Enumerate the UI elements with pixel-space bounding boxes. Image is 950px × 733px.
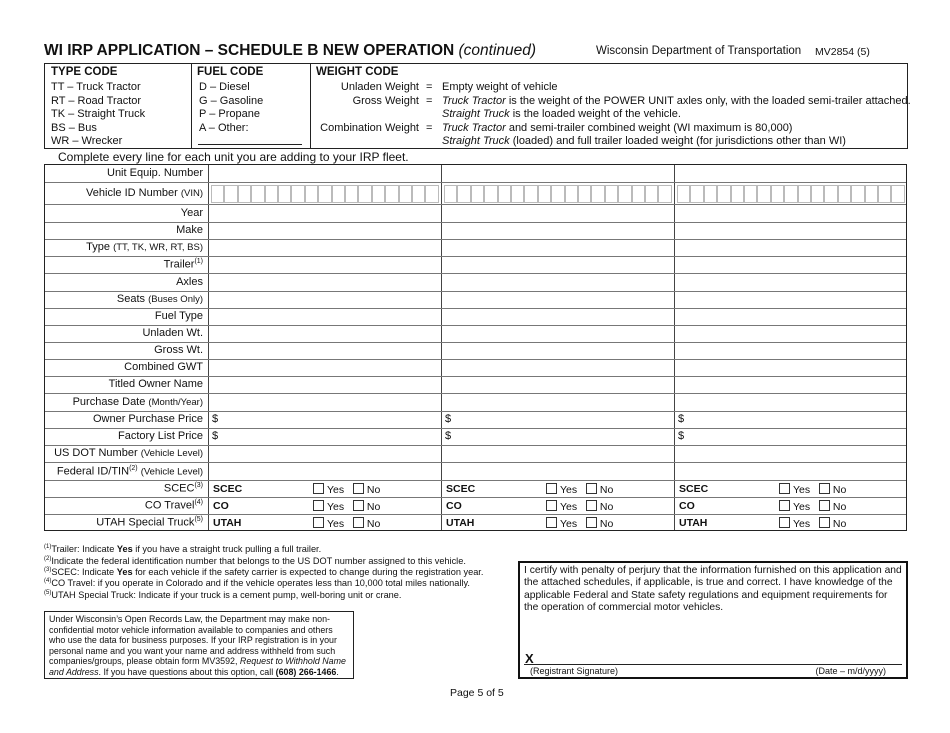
row-label-owner-price: Owner Purchase Price bbox=[92, 413, 203, 425]
row-label-utah bbox=[45, 516, 203, 529]
page-number: Page 5 of 5 bbox=[450, 687, 504, 699]
column-divider bbox=[674, 165, 675, 530]
row-label-owner: Titled Owner Name bbox=[108, 378, 203, 390]
vin-char-box[interactable] bbox=[658, 185, 671, 203]
yes-label: Yes bbox=[560, 501, 578, 513]
footnote-2 bbox=[44, 556, 466, 566]
vin-char-box[interactable] bbox=[690, 185, 703, 203]
vin-char-box[interactable] bbox=[332, 185, 345, 203]
gross-weight-def-1 bbox=[442, 95, 911, 107]
footnote-1 bbox=[44, 544, 321, 554]
gross-weight-def-2 bbox=[442, 108, 681, 120]
yes-no-choice bbox=[313, 517, 380, 530]
currency-sign: $ bbox=[445, 430, 452, 442]
no-checkbox[interactable] bbox=[819, 517, 830, 528]
row-code: SCEC bbox=[213, 483, 243, 495]
vin-char-box[interactable] bbox=[704, 185, 717, 203]
vin-char-box[interactable] bbox=[457, 185, 470, 203]
row-label-purchase-date bbox=[45, 396, 203, 408]
vin-char-box[interactable] bbox=[878, 185, 891, 203]
form-number: MV2854 (5) bbox=[815, 46, 870, 58]
vin-char-box[interactable] bbox=[511, 185, 524, 203]
vin-char-box[interactable] bbox=[798, 185, 811, 203]
footnote-text: CO Travel: if you operate in Colorado and if the vehicle operates less than 10,000 total miles nationally. bbox=[51, 578, 470, 589]
row-divider bbox=[45, 273, 906, 274]
no-label: No bbox=[366, 501, 381, 513]
label-note: (Buses Only) bbox=[148, 294, 203, 305]
label-text: Purchase Date bbox=[72, 396, 146, 408]
vin-char-box[interactable] bbox=[744, 185, 757, 203]
phone-number: (608) 266-1466 bbox=[275, 666, 337, 677]
equals-sign: = bbox=[426, 95, 433, 107]
row-divider bbox=[45, 308, 906, 309]
footnote-text: Trailer: Indicate bbox=[51, 544, 117, 555]
vin-char-box[interactable] bbox=[345, 185, 358, 203]
definition: is the weight of the POWER UNIT axles only, with the loaded semi-trailer attached. bbox=[505, 95, 911, 107]
row-label-fuel: Fuel Type bbox=[154, 310, 203, 322]
yes-checkbox[interactable] bbox=[779, 517, 790, 528]
term: Truck Tractor bbox=[442, 95, 506, 107]
vin-char-box[interactable] bbox=[425, 185, 438, 203]
department-name: Wisconsin Department of Transportation bbox=[596, 45, 802, 57]
row-label-seats bbox=[45, 293, 203, 305]
row-divider bbox=[45, 204, 906, 205]
row-label-fedid bbox=[45, 465, 203, 478]
vin-char-box[interactable] bbox=[291, 185, 304, 203]
row-divider bbox=[45, 497, 906, 498]
label-text: UTAH Special Truck bbox=[96, 516, 195, 529]
vin-char-box[interactable] bbox=[498, 185, 511, 203]
row-label-year: Year bbox=[180, 207, 203, 219]
row-code: SCEC bbox=[679, 483, 709, 495]
footnote-text: for each vehicle if the safety carrier is expected to change during the registration year. bbox=[132, 567, 484, 578]
type-code-item: TT – Truck Tractor bbox=[51, 81, 141, 93]
footnote-mark: (1) bbox=[44, 544, 52, 550]
type-code-item: RT – Road Tractor bbox=[51, 95, 142, 107]
label-text: US DOT Number bbox=[54, 447, 138, 459]
vin-char-box[interactable] bbox=[838, 185, 851, 203]
label-text: Type bbox=[86, 241, 111, 253]
row-label-axles: Axles bbox=[176, 276, 203, 288]
row-divider bbox=[45, 291, 906, 292]
row-label-type bbox=[45, 241, 203, 253]
row-label-unit: Unit Equip. Number bbox=[107, 167, 203, 179]
legend-divider bbox=[191, 64, 192, 148]
vin-char-box[interactable] bbox=[385, 185, 398, 203]
vin-char-box[interactable] bbox=[757, 185, 770, 203]
row-divider bbox=[45, 376, 906, 377]
row-code: UTAH bbox=[213, 517, 242, 529]
yes-checkbox[interactable] bbox=[313, 500, 324, 511]
yes-checkbox[interactable] bbox=[779, 483, 790, 494]
combination-weight-def-1 bbox=[442, 122, 792, 134]
footnote-ref: (3) bbox=[194, 482, 203, 489]
fuel-code-item: P – Propane bbox=[199, 108, 260, 120]
gross-weight-label: Gross Weight bbox=[352, 95, 419, 107]
form-title: Request to Withhold Name and Address bbox=[49, 656, 346, 677]
yes-checkbox[interactable] bbox=[546, 517, 557, 528]
other-fuel-line bbox=[198, 144, 302, 145]
vin-char-box[interactable] bbox=[618, 185, 631, 203]
yes-label: Yes bbox=[327, 518, 345, 530]
footnote-mark: (2) bbox=[44, 556, 52, 562]
vin-char-box[interactable] bbox=[565, 185, 578, 203]
footnote-3 bbox=[44, 567, 483, 577]
row-code: SCEC bbox=[446, 483, 476, 495]
notice-text: Under Wisconsin’s Open Records Law, the Department may make non-confidential motor vehicle information available to companies and others who use the data for business purposes. If your IRP registration is in your personal name and you want your name and address withheld from such companies/groups, please obtain form MV3592, bbox=[49, 614, 337, 667]
type-code-heading: TYPE CODE bbox=[51, 66, 118, 78]
no-label: No bbox=[599, 501, 614, 513]
yes-checkbox[interactable] bbox=[313, 483, 324, 494]
vin-char-box[interactable] bbox=[372, 185, 385, 203]
row-label-scec bbox=[45, 482, 203, 495]
row-divider bbox=[45, 359, 906, 360]
no-label: No bbox=[599, 484, 614, 496]
row-label-make: Make bbox=[176, 224, 203, 236]
row-label-unladen: Unladen Wt. bbox=[142, 327, 203, 339]
code-legend bbox=[44, 63, 911, 149]
vin-char-box[interactable] bbox=[358, 185, 371, 203]
yes-no-choice bbox=[313, 500, 380, 513]
no-label: No bbox=[832, 518, 847, 530]
yes-label: Yes bbox=[793, 501, 811, 513]
currency-sign: $ bbox=[445, 413, 452, 425]
vin-char-box[interactable] bbox=[784, 185, 797, 203]
row-divider bbox=[45, 342, 906, 343]
row-divider bbox=[45, 325, 906, 326]
footnote-text: Indicate the federal identification number that belongs to the US DOT number assigned to this vehicle. bbox=[51, 556, 466, 567]
footnote-text: SCEC: Indicate bbox=[51, 567, 117, 578]
row-label-gross: Gross Wt. bbox=[154, 344, 203, 356]
date-label: (Date – m/d/yyyy) bbox=[815, 666, 886, 676]
no-label: No bbox=[832, 484, 847, 496]
footnote-text: if you have a straight truck pulling a full trailer. bbox=[132, 544, 322, 555]
vin-char-box[interactable] bbox=[224, 185, 237, 203]
row-label-combined: Combined GWT bbox=[124, 361, 203, 373]
fuel-code-item: A – Other: bbox=[199, 122, 249, 134]
unit-grid bbox=[44, 164, 907, 531]
vin-char-box[interactable] bbox=[717, 185, 730, 203]
row-label-usdot bbox=[45, 447, 203, 459]
vin-char-box[interactable] bbox=[891, 185, 904, 203]
footnote-text: UTAH Special Truck: Indicate if your truck is a cement pump, well-boring unit or crane. bbox=[51, 590, 402, 601]
vin-char-box[interactable] bbox=[524, 185, 537, 203]
signature-line[interactable] bbox=[524, 664, 902, 665]
vin-char-box[interactable] bbox=[731, 185, 744, 203]
row-label-factory-price: Factory List Price bbox=[118, 430, 203, 442]
row-divider bbox=[45, 514, 906, 515]
vin-char-box[interactable] bbox=[211, 185, 224, 203]
vin-char-box[interactable] bbox=[305, 185, 318, 203]
vin-char-box[interactable] bbox=[851, 185, 864, 203]
row-divider bbox=[45, 428, 906, 429]
title-suffix: (continued) bbox=[458, 42, 537, 59]
yes-label: Yes bbox=[793, 518, 811, 530]
notice-text: . If you have questions about this option, call bbox=[98, 666, 276, 677]
column-divider bbox=[208, 165, 209, 530]
combination-weight-label: Combination Weight bbox=[320, 122, 419, 134]
signature-label: (Registrant Signature) bbox=[530, 666, 619, 676]
row-divider bbox=[45, 445, 906, 446]
yes-checkbox[interactable] bbox=[546, 483, 557, 494]
row-label-trailer bbox=[45, 258, 203, 271]
label-text: Seats bbox=[116, 293, 146, 305]
yes-no-choice bbox=[546, 517, 613, 530]
no-checkbox[interactable] bbox=[586, 517, 597, 528]
page-title bbox=[44, 42, 536, 60]
vin-char-box[interactable] bbox=[824, 185, 837, 203]
equals-sign: = bbox=[426, 122, 433, 134]
instruction-text: Complete every line for each unit you are adding to your IRP fleet. bbox=[58, 150, 409, 164]
label-text: CO Travel bbox=[144, 499, 195, 512]
yes-no-choice bbox=[546, 500, 613, 513]
label-text: SCEC bbox=[163, 482, 195, 495]
currency-sign: $ bbox=[212, 413, 219, 425]
yes-label: Yes bbox=[793, 484, 811, 496]
certification-text: I certify with penalty of perjury that the information furnished on this application and the attached schedules, if applicable, is true and correct. I have knowledge of the applicable Federal and State safety regulations and equipment requirements for the operation of commercial motor vehicles. bbox=[524, 565, 902, 614]
yes-checkbox[interactable] bbox=[779, 500, 790, 511]
term: Straight Truck bbox=[442, 135, 510, 147]
type-code-item: WR – Wrecker bbox=[51, 135, 123, 147]
row-divider bbox=[45, 393, 906, 394]
row-label-vin bbox=[45, 187, 203, 199]
no-checkbox[interactable] bbox=[353, 517, 364, 528]
footnote-4 bbox=[44, 578, 470, 588]
footnote-bold: Yes bbox=[116, 544, 133, 555]
unladen-weight-def: Empty weight of vehicle bbox=[442, 81, 558, 93]
combination-weight-def-2 bbox=[442, 135, 846, 147]
type-code-item: TK – Straight Truck bbox=[51, 108, 146, 120]
no-label: No bbox=[366, 518, 381, 530]
footnote-ref: (1) bbox=[194, 258, 203, 265]
no-label: No bbox=[832, 501, 847, 513]
equals-sign: = bbox=[426, 81, 433, 93]
label-note: (Month/Year) bbox=[148, 397, 203, 408]
yes-label: Yes bbox=[327, 484, 345, 496]
column-divider bbox=[441, 165, 442, 530]
definition: is the loaded weight of the vehicle. bbox=[509, 108, 681, 120]
yes-checkbox[interactable] bbox=[546, 500, 557, 511]
row-divider bbox=[45, 480, 906, 481]
fuel-code-item: G – Gasoline bbox=[199, 95, 264, 107]
yes-no-choice bbox=[779, 483, 846, 496]
weight-code-heading: WEIGHT CODE bbox=[316, 66, 399, 78]
vin-char-box[interactable] bbox=[238, 185, 251, 203]
footnote-5 bbox=[44, 590, 401, 600]
currency-sign: $ bbox=[678, 413, 685, 425]
vin-char-box[interactable] bbox=[278, 185, 291, 203]
footnote-ref: (5) bbox=[194, 516, 203, 523]
footnote-ref: (4) bbox=[194, 499, 203, 506]
row-code: UTAH bbox=[446, 517, 475, 529]
signature-x-mark: X bbox=[525, 651, 534, 666]
certification-box bbox=[518, 561, 908, 679]
vin-char-box[interactable] bbox=[399, 185, 412, 203]
row-divider bbox=[45, 239, 906, 240]
label-text: Vehicle ID Number bbox=[86, 187, 178, 199]
row-code: CO bbox=[679, 500, 695, 512]
definition: (loaded) and full trailer loaded weight (for jurisdictions other than WI) bbox=[509, 135, 846, 147]
row-divider bbox=[45, 462, 906, 463]
row-code: UTAH bbox=[679, 517, 708, 529]
vin-char-box[interactable] bbox=[265, 185, 278, 203]
no-checkbox[interactable] bbox=[353, 483, 364, 494]
yes-label: Yes bbox=[327, 501, 345, 513]
yes-label: Yes bbox=[560, 518, 578, 530]
vin-char-box[interactable] bbox=[578, 185, 591, 203]
yes-label: Yes bbox=[560, 484, 578, 496]
vin-char-box[interactable] bbox=[538, 185, 551, 203]
label-text: Federal ID/TIN bbox=[56, 465, 130, 478]
row-label-co bbox=[45, 499, 203, 512]
no-label: No bbox=[599, 518, 614, 530]
label-note: (Vehicle Level) bbox=[140, 466, 203, 478]
yes-no-choice bbox=[313, 483, 380, 496]
footnote-mark: (4) bbox=[44, 578, 52, 584]
legend-divider bbox=[310, 64, 311, 148]
vin-char-box[interactable] bbox=[551, 185, 564, 203]
vin-char-box[interactable] bbox=[251, 185, 264, 203]
yes-no-choice bbox=[779, 517, 846, 530]
definition: and semi-trailer combined weight (WI maximum is 80,000) bbox=[505, 122, 793, 134]
label-note: (Vehicle Level) bbox=[140, 448, 203, 459]
vin-char-box[interactable] bbox=[645, 185, 658, 203]
notice-text: . bbox=[336, 666, 339, 677]
vin-char-box[interactable] bbox=[771, 185, 784, 203]
vin-char-box[interactable] bbox=[811, 185, 824, 203]
footnote-mark: (3) bbox=[44, 567, 52, 573]
label-note: (TT, TK, WR, RT, BS) bbox=[113, 242, 203, 253]
title-text: WI IRP APPLICATION – SCHEDULE B NEW OPERATION bbox=[44, 42, 455, 59]
vin-char-box[interactable] bbox=[632, 185, 645, 203]
vin-char-box[interactable] bbox=[484, 185, 497, 203]
vin-char-box[interactable] bbox=[471, 185, 484, 203]
vin-char-box[interactable] bbox=[591, 185, 604, 203]
label-text: Trailer bbox=[163, 258, 195, 271]
row-code: CO bbox=[213, 500, 229, 512]
row-code: CO bbox=[446, 500, 462, 512]
row-divider bbox=[45, 222, 906, 223]
type-code-item: BS – Bus bbox=[51, 122, 97, 134]
vin-char-box[interactable] bbox=[318, 185, 331, 203]
label-note: (VIN) bbox=[180, 188, 203, 199]
no-checkbox[interactable] bbox=[586, 483, 597, 494]
yes-no-choice bbox=[546, 483, 613, 496]
unladen-weight-label: Unladen Weight bbox=[340, 81, 419, 93]
row-divider bbox=[45, 256, 906, 257]
vin-char-box[interactable] bbox=[444, 185, 457, 203]
fuel-code-item: D – Diesel bbox=[199, 81, 250, 93]
currency-sign: $ bbox=[212, 430, 219, 442]
currency-sign: $ bbox=[678, 430, 685, 442]
vin-char-box[interactable] bbox=[865, 185, 878, 203]
footnote-ref: (2) bbox=[129, 465, 138, 472]
footnote-mark: (5) bbox=[44, 590, 52, 596]
vin-char-box[interactable] bbox=[412, 185, 425, 203]
vin-char-box[interactable] bbox=[605, 185, 618, 203]
yes-checkbox[interactable] bbox=[313, 517, 324, 528]
vin-char-box[interactable] bbox=[677, 185, 690, 203]
no-checkbox[interactable] bbox=[353, 500, 364, 511]
no-checkbox[interactable] bbox=[819, 500, 830, 511]
footnote-bold: Yes bbox=[116, 567, 133, 578]
open-records-notice bbox=[44, 611, 354, 679]
no-checkbox[interactable] bbox=[819, 483, 830, 494]
no-checkbox[interactable] bbox=[586, 500, 597, 511]
yes-no-choice bbox=[779, 500, 846, 513]
row-divider bbox=[45, 411, 906, 412]
fuel-code-heading: FUEL CODE bbox=[197, 66, 264, 78]
term: Straight Truck bbox=[442, 108, 510, 120]
no-label: No bbox=[366, 484, 381, 496]
row-divider bbox=[45, 182, 906, 183]
term: Truck Tractor bbox=[442, 122, 506, 134]
